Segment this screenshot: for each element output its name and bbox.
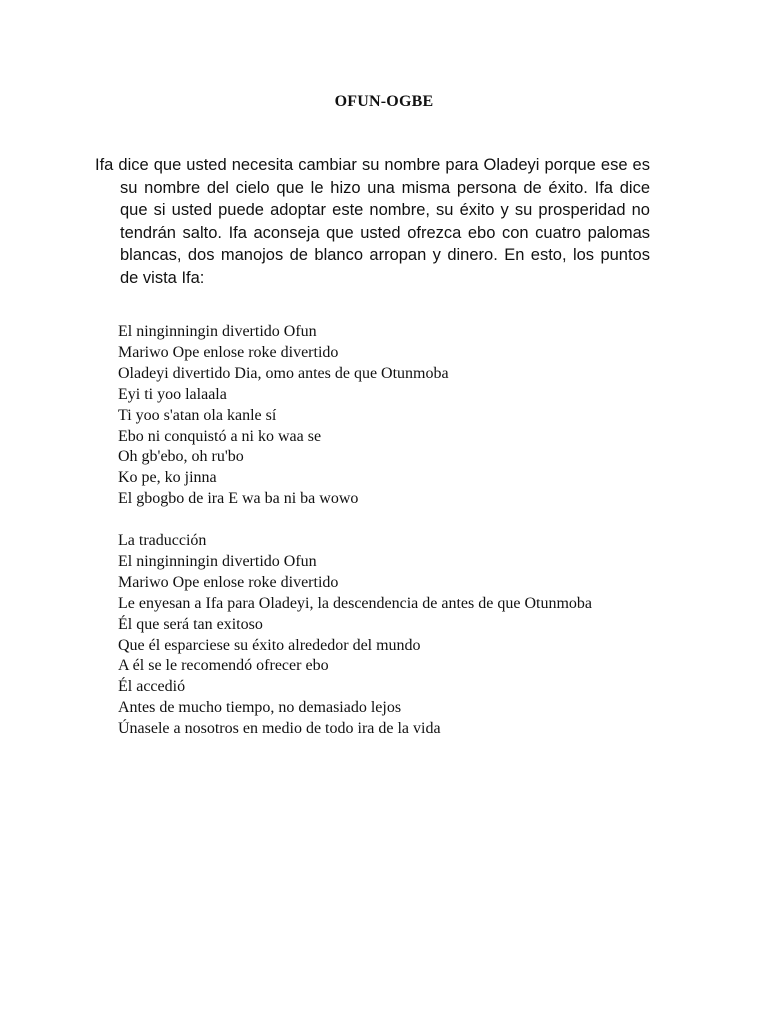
verse-line: Ti yoo s'atan ola kanle sí [118,406,277,424]
translation-line: Únasele a nosotros en medio de todo ira de la vida [118,720,441,738]
verse-translation [118,531,592,740]
translation-line: Antes de mucho tiempo, no demasiado lejos [118,699,402,717]
translation-line: Él que será tan exitoso [118,615,263,633]
verse-line: Mariwo Ope enlose roke divertido [118,343,339,361]
verse-line: Eyi ti yoo lalaala [118,385,227,403]
translation-line: Él accedió [118,678,186,696]
verse-line: Ebo ni conquistó a ni ko waa se [118,427,322,445]
verse-original [118,322,449,510]
document-title: OFUN-OGBE [334,93,434,110]
verse-line: El gbogbo de ira E wa ba ni ba wowo [118,490,359,508]
verse-line: Oh gb'ebo, oh ru'bo [118,448,244,466]
verse-line: El ninginningin divertido Ofun [118,323,317,340]
translation-heading: La traducción [118,532,207,549]
translation-line: Mariwo Ope enlose roke divertido [118,573,339,591]
intro-paragraph: Ifa dice que usted necesita cambiar su nombre para Oladeyi porque ese es su nombre del cielo que le hizo una misma persona de éxito. Ifa dice que si usted puede adoptar este nombre, su éxito y su prosperidad no tendrán salto. Ifa aconseja que usted ofrezca ebo con cuatro palomas blancas, dos manojos de blanco arropan y dinero. En esto, los puntos de vista Ifa: [95,156,650,287]
verse-line: Oladeyi divertido Dia, omo antes de que Otunmoba [118,364,449,382]
translation-line: Que él esparciese su éxito alrededor del mundo [118,636,421,654]
translation-line: Le enyesan a Ifa para Oladeyi, la descendencia de antes de que Otunmoba [118,594,592,612]
verse-line: Ko pe, ko jinna [118,469,217,487]
translation-line: El ninginningin divertido Ofun [118,552,317,570]
translation-line: A él se le recomendó ofrecer ebo [118,657,329,675]
